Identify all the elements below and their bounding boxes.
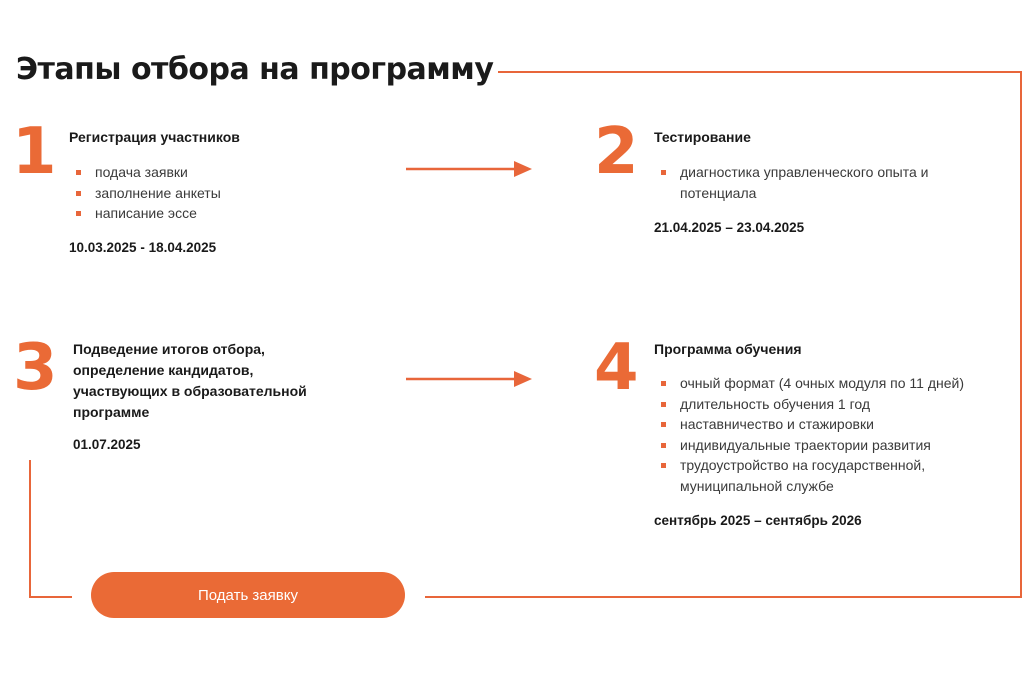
step-title: Тестирование	[654, 129, 751, 145]
step-number: 3	[13, 331, 58, 405]
frame-line-bottom-left	[29, 596, 72, 598]
step-bullets	[76, 162, 356, 224]
bullet-item: наставничество и стажировки	[661, 414, 976, 435]
bullet-item: написание эссе	[76, 203, 356, 224]
step-date: 21.04.2025 – 23.04.2025	[654, 220, 805, 235]
arrow-right-icon	[406, 371, 532, 387]
step-bullets	[661, 373, 976, 496]
step-date: 10.03.2025 - 18.04.2025	[69, 240, 217, 255]
bullet-item: подача заявки	[76, 162, 356, 183]
page-title: Этапы отбора на программу	[16, 52, 494, 87]
step-title: Программа обучения	[654, 341, 802, 357]
bullet-item: очный формат (4 очных модуля по 11 дней)	[661, 373, 976, 394]
bullet-item: диагностика управленческого опыта и потенциала	[661, 162, 961, 203]
frame-line-right	[1020, 71, 1022, 598]
frame-line-left	[29, 460, 31, 598]
step-title: Подведение итогов отбора, определение кандидатов, участвующих в образовательной программе	[73, 341, 307, 420]
frame-line-bottom-right	[425, 596, 1022, 598]
step-date: 01.07.2025	[73, 437, 141, 452]
arrow-right-icon	[406, 161, 532, 177]
bullet-item: заполнение анкеты	[76, 183, 356, 204]
apply-button[interactable]: Подать заявку	[91, 572, 405, 618]
step-date: сентябрь 2025 – сентябрь 2026	[654, 513, 862, 528]
step-number: 1	[12, 115, 57, 189]
step-title: Регистрация участников	[69, 129, 240, 145]
step-number: 4	[594, 331, 639, 405]
step-bullets	[661, 162, 961, 203]
bullet-item: индивидуальные траектории развития	[661, 435, 976, 456]
bullet-item: трудоустройство на государственной, муниципальной службе	[661, 455, 976, 496]
bullet-item: длительность обучения 1 год	[661, 394, 976, 415]
frame-line-top	[498, 71, 1022, 73]
step-number: 2	[594, 115, 639, 189]
